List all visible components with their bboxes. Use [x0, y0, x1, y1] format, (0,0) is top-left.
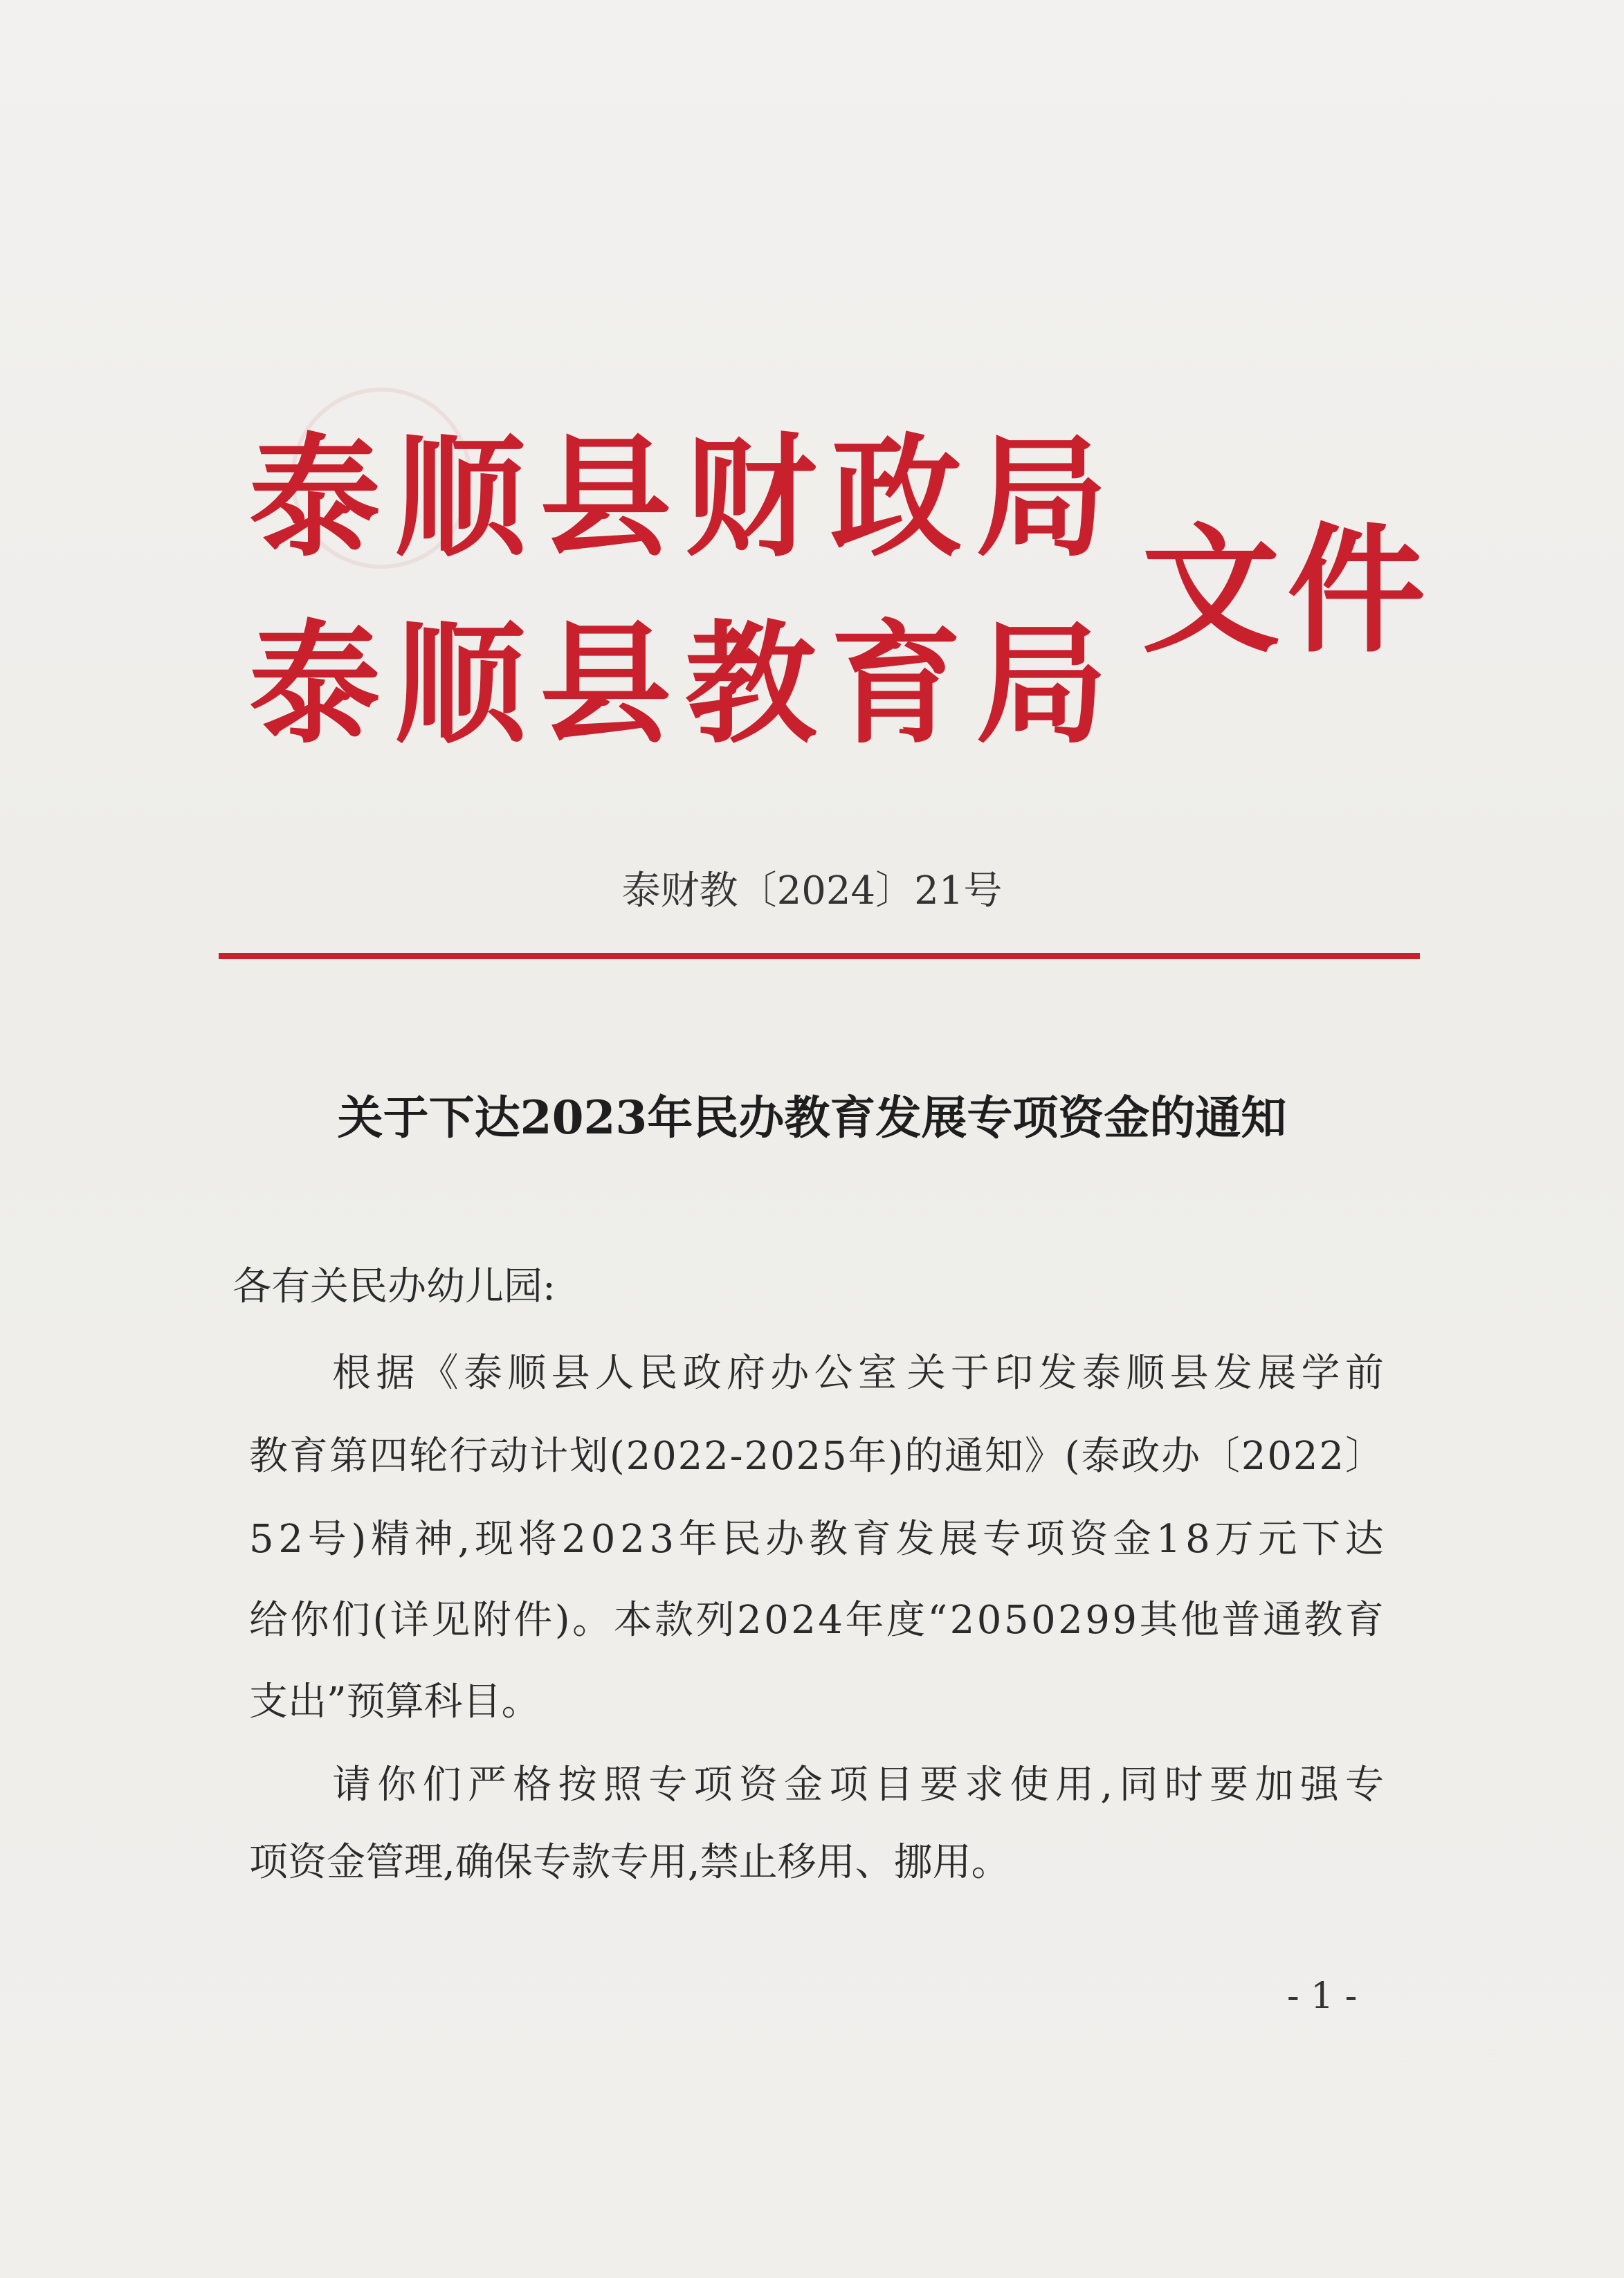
text-glyph: 精 — [371, 1517, 410, 1562]
org-char: 泰 — [249, 421, 381, 574]
text-glyph: 2 — [620, 1517, 645, 1562]
text-glyph: 金 — [1113, 1517, 1152, 1562]
text-glyph: 3 — [649, 1517, 675, 1562]
text-glyph: 项 — [829, 1762, 868, 1807]
text-glyph: 用 — [1055, 1762, 1094, 1807]
red-divider-line — [219, 953, 1420, 959]
text-glyph: 划 — [569, 1434, 608, 1479]
text-glyph: 据 — [376, 1351, 415, 1396]
text-glyph: 公 — [814, 1351, 853, 1396]
text-glyph: 。 — [572, 1598, 612, 1643]
text-glyph: 8 — [1185, 1517, 1210, 1562]
text-glyph: 办 — [770, 1351, 810, 1396]
text-glyph: 行 — [449, 1434, 489, 1479]
text-glyph: 民 — [639, 1351, 678, 1396]
text-glyph: ) — [554, 1598, 570, 1643]
text-glyph: 元 — [1258, 1517, 1297, 1562]
paragraph-line — [332, 1758, 1384, 1813]
text-glyph: 年 — [678, 1517, 718, 1562]
text-glyph: 县 — [551, 1351, 590, 1396]
text-glyph: 四 — [369, 1434, 408, 1479]
text-glyph: 2 — [1058, 1598, 1083, 1643]
text-glyph: 要 — [920, 1762, 959, 1807]
text-glyph: 发 — [1038, 1351, 1077, 1396]
text-glyph: , — [457, 1517, 471, 1562]
text-glyph: 通 — [1262, 1598, 1302, 1643]
text-glyph: 列 — [695, 1598, 735, 1643]
text-glyph: 现 — [474, 1517, 513, 1562]
text-glyph: 关 — [906, 1351, 946, 1396]
text-glyph: 顺 — [1126, 1351, 1165, 1396]
text-glyph: 2 — [796, 1434, 821, 1479]
text-glyph: 2 — [744, 1434, 769, 1479]
text-glyph: ( — [372, 1598, 388, 1643]
org-char: 政 — [830, 421, 962, 574]
text-glyph: 请 — [332, 1762, 371, 1807]
org-char: 育 — [830, 608, 962, 761]
text-glyph: 印 — [994, 1351, 1034, 1396]
text-glyph: 2 — [791, 1598, 816, 1643]
text-glyph: 第 — [329, 1434, 368, 1479]
text-glyph: 们 — [422, 1762, 462, 1807]
text-glyph: 按 — [558, 1762, 597, 1807]
text-glyph: 育 — [289, 1434, 328, 1479]
text-glyph: 2 — [677, 1434, 703, 1479]
text-glyph: 号 — [307, 1517, 347, 1562]
text-glyph: 你 — [377, 1762, 417, 1807]
page-number: - 1 - — [1287, 1976, 1358, 2017]
text-glyph: 根 — [332, 1351, 371, 1396]
paragraph-line: 项资金管理,确保专款专用,禁止移用、挪用。 — [249, 1840, 1010, 1885]
text-glyph: 目 — [874, 1762, 913, 1807]
text-glyph: 加 — [1255, 1762, 1294, 1807]
paragraph-line — [249, 1512, 1384, 1567]
org-char: 财 — [685, 421, 817, 574]
text-glyph: ) — [351, 1517, 367, 1562]
org-char: 局 — [976, 421, 1108, 574]
text-glyph: 〔 — [1201, 1434, 1240, 1479]
notice-title: 关于下达2023年民办教育发展专项资金的通知 — [337, 1091, 1287, 1145]
text-glyph: 强 — [1299, 1762, 1339, 1807]
text-glyph: 》 — [1024, 1434, 1064, 1479]
text-glyph: 他 — [1180, 1598, 1219, 1643]
text-glyph: 2 — [278, 1517, 303, 1562]
text-glyph: 万 — [1214, 1517, 1254, 1562]
text-glyph: 动 — [489, 1434, 529, 1479]
org-name-finance-bureau — [249, 421, 1108, 574]
text-glyph: 9 — [1112, 1598, 1137, 1643]
text-glyph: 资 — [1069, 1517, 1108, 1562]
text-glyph: 附 — [472, 1598, 511, 1643]
paragraph-line: 支出”预算科目。 — [249, 1679, 540, 1724]
text-glyph: 于 — [950, 1351, 989, 1396]
org-char: 教 — [685, 608, 817, 761]
text-glyph: 2 — [1293, 1434, 1318, 1479]
text-glyph: 前 — [1344, 1351, 1384, 1396]
text-glyph: 泰 — [1081, 1434, 1120, 1479]
text-glyph: 2 — [949, 1598, 975, 1643]
text-glyph: 金 — [784, 1762, 823, 1807]
text-glyph: 0 — [1267, 1434, 1293, 1479]
paragraph-line — [249, 1593, 1384, 1648]
text-glyph: 府 — [726, 1351, 765, 1396]
text-glyph: 2 — [1319, 1434, 1344, 1479]
text-glyph: 〕 — [1344, 1434, 1384, 1479]
text-glyph: 格 — [513, 1762, 552, 1807]
text-glyph: 教 — [809, 1517, 848, 1562]
text-glyph: 专 — [648, 1762, 688, 1807]
text-glyph: 普 — [1221, 1598, 1261, 1643]
text-glyph: 0 — [764, 1598, 789, 1643]
text-glyph: 轮 — [409, 1434, 448, 1479]
text-glyph: 照 — [603, 1762, 642, 1807]
text-glyph: 下 — [1301, 1517, 1340, 1562]
salutation: 各有关民办幼儿园: — [232, 1264, 556, 1309]
text-glyph: 政 — [682, 1351, 722, 1396]
text-glyph: , — [1100, 1762, 1113, 1807]
text-glyph: 达 — [1344, 1517, 1384, 1562]
text-glyph: 将 — [518, 1517, 557, 1562]
text-glyph: 展 — [1257, 1351, 1297, 1396]
text-glyph: ( — [609, 1434, 625, 1479]
org-char: 县 — [540, 421, 672, 574]
text-glyph: 9 — [1085, 1598, 1110, 1643]
text-glyph: 《 — [419, 1351, 459, 1396]
text-glyph: 给 — [249, 1598, 288, 1643]
text-glyph: 教 — [1304, 1598, 1343, 1643]
text-glyph: 知 — [984, 1434, 1023, 1479]
org-char: 顺 — [394, 421, 527, 574]
text-glyph: 度 — [886, 1598, 925, 1643]
text-glyph: 们 — [331, 1598, 370, 1643]
text-glyph: 室 — [857, 1351, 897, 1396]
text-glyph: 政 — [1121, 1434, 1160, 1479]
text-glyph: 神 — [414, 1517, 453, 1562]
text-glyph: 1 — [1156, 1517, 1181, 1562]
text-glyph: 资 — [738, 1762, 778, 1807]
text-glyph: 办 — [1161, 1434, 1201, 1479]
text-glyph: 求 — [965, 1762, 1004, 1807]
text-glyph: 本 — [613, 1598, 653, 1643]
text-glyph: 民 — [722, 1517, 761, 1562]
text-glyph: “ — [927, 1598, 948, 1643]
text-glyph: 专 — [1345, 1762, 1384, 1807]
text-glyph: 育 — [852, 1517, 891, 1562]
text-glyph: 件 — [513, 1598, 553, 1643]
text-glyph: 年 — [848, 1434, 887, 1479]
org-char: 局 — [976, 608, 1108, 761]
text-glyph: 0 — [976, 1598, 1002, 1643]
text-glyph: 0 — [769, 1434, 795, 1479]
text-glyph: 0 — [652, 1434, 677, 1479]
text-glyph: 通 — [945, 1434, 984, 1479]
text-glyph: 专 — [982, 1517, 1021, 1562]
text-glyph: 育 — [1344, 1598, 1384, 1643]
text-glyph: 项 — [1025, 1517, 1065, 1562]
text-glyph: 发 — [895, 1517, 935, 1562]
text-glyph: 县 — [1169, 1351, 1209, 1396]
text-glyph: 计 — [529, 1434, 569, 1479]
text-glyph: 时 — [1164, 1762, 1203, 1807]
text-glyph: 要 — [1210, 1762, 1249, 1807]
text-glyph: 展 — [939, 1517, 978, 1562]
text-glyph: 详 — [390, 1598, 429, 1643]
text-glyph: 0 — [590, 1517, 616, 1562]
text-glyph: 2 — [704, 1434, 729, 1479]
document-number: 泰财教〔2024〕21号 — [621, 868, 1003, 913]
document-label: 文件 — [1142, 511, 1433, 672]
text-glyph: 学 — [1301, 1351, 1340, 1396]
org-char: 泰 — [249, 608, 381, 761]
text-glyph: 教 — [249, 1434, 288, 1479]
text-glyph: 发 — [1213, 1351, 1252, 1396]
paragraph-line — [249, 1429, 1384, 1484]
text-glyph: 泰 — [463, 1351, 502, 1396]
text-glyph: 2 — [626, 1434, 651, 1479]
text-glyph: 5 — [249, 1517, 274, 1562]
text-glyph: 的 — [904, 1434, 944, 1479]
text-glyph: 泰 — [1082, 1351, 1121, 1396]
text-glyph: 0 — [1030, 1598, 1056, 1643]
text-glyph: 2 — [737, 1598, 762, 1643]
paragraph-line — [332, 1346, 1384, 1401]
text-glyph: 2 — [561, 1517, 587, 1562]
text-glyph: ( — [1064, 1434, 1080, 1479]
text-glyph: 其 — [1139, 1598, 1178, 1643]
text-glyph: 年 — [845, 1598, 884, 1643]
org-name-education-bureau — [249, 608, 1108, 761]
text-glyph: 人 — [594, 1351, 634, 1396]
text-glyph: 同 — [1119, 1762, 1158, 1807]
org-char: 顺 — [394, 608, 527, 761]
issuing-authority-header — [249, 421, 1453, 775]
text-glyph: 5 — [822, 1434, 847, 1479]
text-glyph: 办 — [765, 1517, 805, 1562]
text-glyph: ) — [888, 1434, 904, 1479]
text-glyph: 你 — [290, 1598, 329, 1643]
text-glyph: 项 — [693, 1762, 733, 1807]
text-glyph: 严 — [467, 1762, 507, 1807]
org-char: 县 — [540, 608, 672, 761]
text-glyph: 款 — [655, 1598, 694, 1643]
text-glyph: 使 — [1010, 1762, 1049, 1807]
text-glyph: 2 — [1241, 1434, 1266, 1479]
text-glyph: 见 — [431, 1598, 471, 1643]
text-glyph: - — [729, 1434, 743, 1479]
text-glyph: 4 — [818, 1598, 843, 1643]
text-glyph: 5 — [1003, 1598, 1029, 1643]
text-glyph: 顺 — [507, 1351, 547, 1396]
